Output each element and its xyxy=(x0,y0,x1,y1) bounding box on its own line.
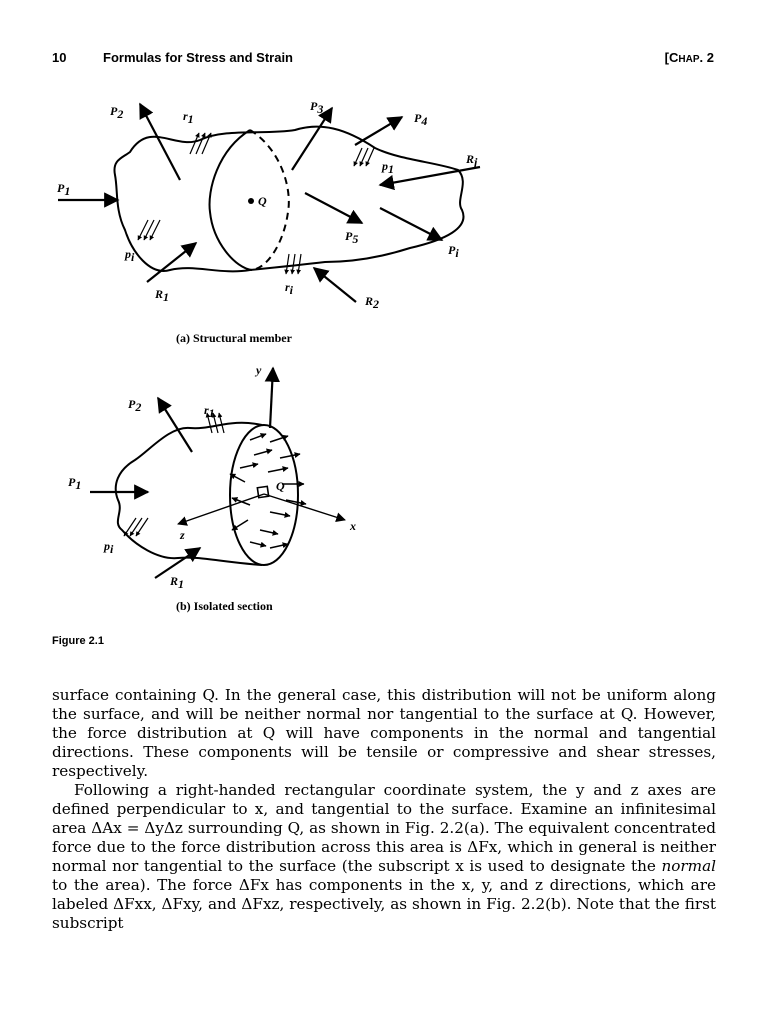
figure-label: Figure 2.1 xyxy=(52,635,104,647)
arrow-b-p2 xyxy=(158,398,192,452)
label-q: Q xyxy=(258,194,267,208)
svg-text:P1: P1 xyxy=(57,181,71,198)
page-number: 10 xyxy=(52,50,67,65)
svg-text:P2: P2 xyxy=(128,397,142,414)
svg-text:ri: ri xyxy=(285,280,294,297)
body-text xyxy=(52,686,716,933)
svg-text:P3: P3 xyxy=(310,99,324,116)
running-title: Formulas for Stress and Strain xyxy=(103,50,293,65)
svg-text:pi: pi xyxy=(104,539,114,556)
panel-a-structural-member xyxy=(57,99,480,311)
paragraph-1: surface containing Q. In the general case, this distribution will not be uniform along the surface, and will be neither normal nor tangential to the surface at Q. However, the force distribution at Q will have components in the normal and tangential directions. These components will be tensile or compressive and shear stresses, respectively. xyxy=(52,686,716,780)
svg-text:r1: r1 xyxy=(204,403,215,420)
chapter-label: [CHAP. 2 xyxy=(664,50,714,65)
arrow-rj xyxy=(380,167,480,185)
svg-text:pi: pi xyxy=(125,247,135,264)
svg-text:P1: P1 xyxy=(68,475,82,492)
arrow-p3 xyxy=(292,108,332,170)
svg-text:R2: R2 xyxy=(365,294,380,311)
arrow-y xyxy=(270,368,273,428)
svg-text:R1: R1 xyxy=(170,574,185,591)
svg-text:y: y xyxy=(256,363,262,377)
panel-b-isolated-section xyxy=(68,363,356,591)
arrow-p4 xyxy=(355,117,402,145)
svg-text:Pi: Pi xyxy=(448,243,459,260)
member-outline xyxy=(114,127,463,272)
caption-a: (a) Structural member xyxy=(176,331,292,345)
axis-z xyxy=(178,494,264,524)
axis-x xyxy=(264,494,345,520)
section-back-dashed xyxy=(250,130,289,270)
point-q xyxy=(248,198,254,204)
arrow-r1 xyxy=(147,243,196,282)
arrow-r2 xyxy=(314,268,356,302)
paragraph-2: Following a right-handed rectangular coordinate system, the y and z axes are defined perpendicular to x, and tangential to the surface. Examine an infinitesimal area ΔAx = ΔyΔz surrounding Q, as shown in Fig. 2.2(a). The equivalent concentrated force due to the force distribution across this area is ΔFx, which in general is neither normal nor tangential to the surface (the subscript x is used to designate the normal to the area). The force ΔFx has components in the x, y, and z directions, which are labeled ΔFxx, ΔFxy, and ΔFxz, respectively, as shown in Fig. 2.2(b). Note that the first subscript xyxy=(52,781,716,932)
svg-text:Q: Q xyxy=(276,479,285,493)
arrow-p5 xyxy=(305,193,362,223)
svg-text:P4: P4 xyxy=(414,111,428,128)
svg-text:x: x xyxy=(350,519,356,533)
svg-text:p1: p1 xyxy=(382,159,394,176)
caption-b: (b) Isolated section xyxy=(176,599,273,613)
svg-text:r1: r1 xyxy=(183,109,194,126)
svg-text:Rj: Rj xyxy=(466,152,478,169)
section-front xyxy=(210,130,252,270)
arrow-p2 xyxy=(140,104,180,180)
arrow-pi xyxy=(380,208,442,240)
svg-text:z: z xyxy=(180,528,185,542)
svg-text:R1: R1 xyxy=(155,287,170,304)
svg-text:P5: P5 xyxy=(345,229,359,246)
svg-text:P2: P2 xyxy=(110,104,124,121)
